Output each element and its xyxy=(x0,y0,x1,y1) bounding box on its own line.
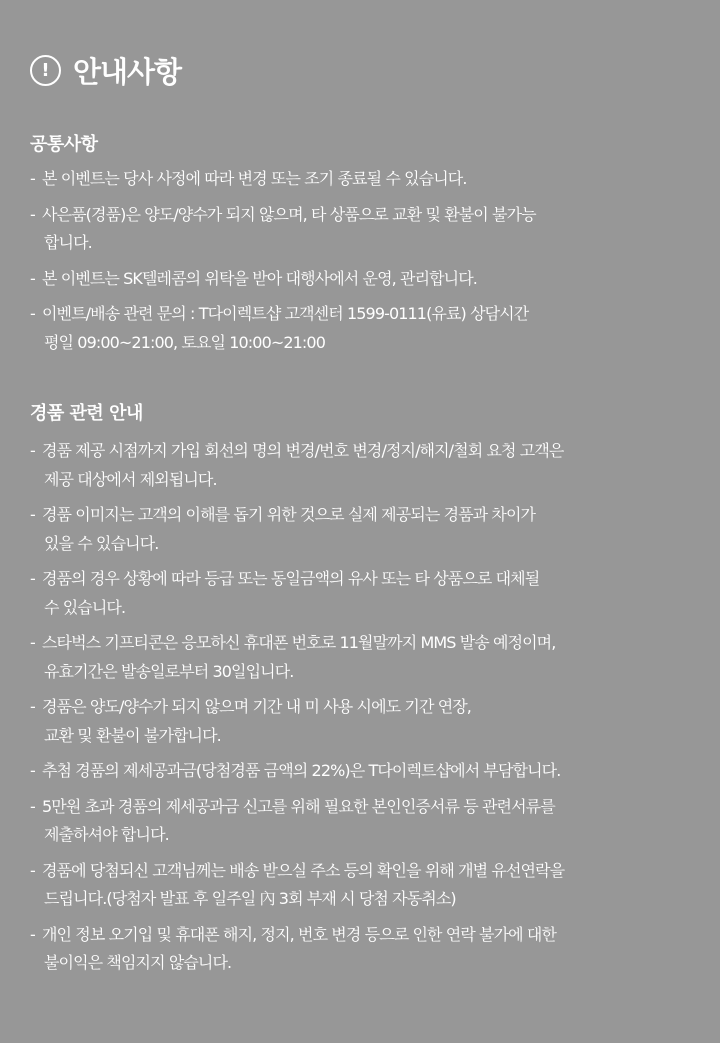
list-item xyxy=(30,437,710,494)
bullet-dash: - xyxy=(30,697,35,716)
list-item-text: 제출하셔야 합니다. xyxy=(44,825,169,844)
section-title-prize: 경품 관련 안내 xyxy=(30,403,143,424)
prize-notice-list xyxy=(30,437,710,985)
bullet-dash: - xyxy=(30,569,35,588)
list-item-text: 본 이벤트는 SK텔레콤의 위탁을 받아 대행사에서 운영, 관리합니다. xyxy=(42,268,477,288)
list-item xyxy=(30,165,710,194)
bullet-dash: - xyxy=(30,633,35,652)
list-item xyxy=(30,501,710,558)
list-item-text: 개인 정보 오기입 및 휴대폰 해지, 정지, 번호 변경 등으로 인한 연락 불가에 대한 xyxy=(42,924,557,944)
list-item xyxy=(30,857,710,914)
list-item xyxy=(30,265,710,294)
list-item-text: 경품 제공 시점까지 가입 회선의 명의 변경/번호 변경/정지/해지/철회 요청 고객은 xyxy=(42,441,564,460)
bullet-dash: - xyxy=(30,268,35,288)
bullet-dash: - xyxy=(30,761,35,780)
list-item-text: 드립니다.(당첨자 발표 후 일주일 內 3회 부재 시 당첨 자동취소) xyxy=(44,889,456,908)
list-item-text: 교환 및 환불이 불가합니다. xyxy=(44,725,221,745)
bullet-dash: - xyxy=(30,796,35,816)
list-item xyxy=(30,757,710,786)
bullet-dash: - xyxy=(30,304,35,323)
list-item xyxy=(30,201,710,258)
list-item-text: 있을 수 있습니다. xyxy=(44,533,159,553)
list-item-text: 불이익은 책임지지 않습니다. xyxy=(44,953,232,972)
list-item-text: 경품 이미지는 고객의 이해를 돕기 위한 것으로 실제 제공되는 경품과 차이가 xyxy=(42,505,536,524)
list-item-text: 평일 09:00~21:00, 토요일 10:00~21:00 xyxy=(44,332,325,352)
list-item xyxy=(30,629,710,686)
bullet-dash: - xyxy=(30,924,35,944)
bullet-dash: - xyxy=(30,169,35,188)
list-item-text: 본 이벤트는 당사 사정에 따라 변경 또는 조기 종료될 수 있습니다. xyxy=(42,169,467,188)
section-title-common: 공통사항 xyxy=(30,134,98,155)
list-item-text: 제공 대상에서 제외됩니다. xyxy=(44,469,217,489)
list-item xyxy=(30,793,710,850)
list-item-text: 사은품(경품)은 양도/양수가 되지 않으며, 타 상품으로 교환 및 환불이 불가능 xyxy=(42,204,536,224)
list-item-text: 스타벅스 기프티콘은 응모하신 휴대폰 번호로 11월말까지 MMS 발송 예정이며, xyxy=(42,633,556,652)
list-item-text: 경품의 경우 상황에 따라 등급 또는 동일금액의 유사 또는 타 상품으로 대체될 xyxy=(42,569,540,588)
list-item-text: 5만원 초과 경품의 제세공과금 신고를 위해 필요한 본인인증서류 등 관련서류를 xyxy=(42,796,555,816)
list-item xyxy=(30,300,710,357)
list-item-text: 경품은 양도/양수가 되지 않으며 기간 내 미 사용 시에도 기간 연장, xyxy=(42,697,471,716)
list-item xyxy=(30,921,710,978)
list-item-text: 합니다. xyxy=(44,233,92,252)
bullet-dash: - xyxy=(30,204,35,224)
list-item xyxy=(30,693,710,750)
list-item-text: 경품에 당첨되신 고객님께는 배송 받으실 주소 등의 확인을 위해 개별 유선연락을 xyxy=(42,860,565,880)
bullet-dash: - xyxy=(30,441,35,460)
bullet-dash: - xyxy=(30,505,35,524)
list-item xyxy=(30,565,710,622)
common-notice-list xyxy=(30,165,710,364)
notice-header xyxy=(30,50,181,91)
list-item-text: 수 있습니다. xyxy=(44,597,126,617)
bullet-dash: - xyxy=(30,860,35,880)
list-item-text: 유효기간은 발송일로부터 30일입니다. xyxy=(44,661,294,681)
list-item-text: 이벤트/배송 관련 문의 : T다이렉트샵 고객센터 1599-0111(유료) 상담시간 xyxy=(42,304,529,323)
exclamation-circle-icon: ! xyxy=(30,55,61,86)
page-title: 안내사항 xyxy=(73,55,182,89)
list-item-text: 추첨 경품의 제세공과금(당첨경품 금액의 22%)은 T다이렉트샵에서 부담합니다. xyxy=(42,761,561,780)
